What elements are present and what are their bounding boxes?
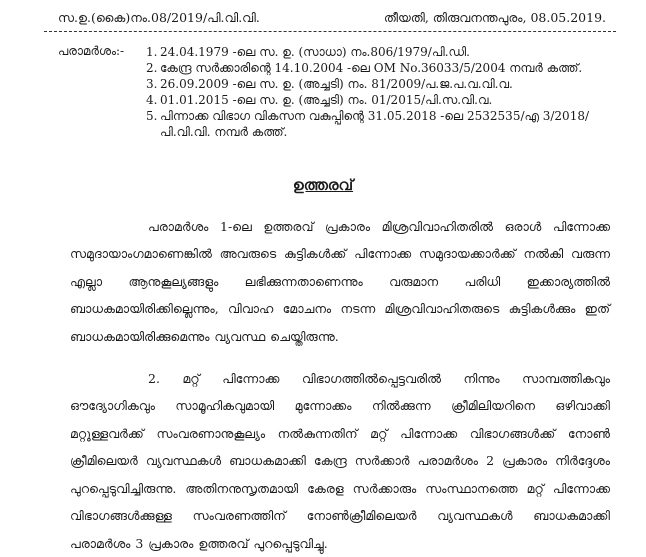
- order-date-place: തീയതി, തിരുവനന്തപുരം, 08.05.2019.: [384, 10, 606, 26]
- reference-number: 1.: [146, 44, 160, 60]
- order-title: ഉത്തരവ്: [0, 176, 646, 194]
- reference-text: കേന്ദ്ര സർക്കാരിന്റെ 14.10.2004 -ലെ OM No.36033/5/2004 നമ്പർ കത്ത്.: [160, 60, 606, 76]
- reference-text: പിന്നാക്ക വിഭാഗ വികസന വകുപ്പിന്റെ 31.05.2018 -ലെ 2532535/എ 3/2018/പി.വി.വി. നമ്പർ കത്ത്.: [160, 108, 606, 140]
- reference-number: 3.: [146, 76, 160, 92]
- order-number: സ.ഉ.(കൈ)നം.08/2019/പി.വി.വി.: [58, 10, 260, 26]
- order-header: [58, 10, 606, 26]
- references-list: [146, 44, 606, 140]
- reference-item: [146, 76, 606, 92]
- reference-number: 4.: [146, 92, 160, 108]
- reference-text: 26.09.2009 -ലെ സ. ഉ. (അച്ചടി) നം. 81/2009/പ.ജ.പ.വ.വി.വ.: [160, 76, 606, 92]
- references-label: പരാമർശം:-: [58, 44, 124, 59]
- reference-item: [146, 92, 606, 108]
- reference-item: [146, 60, 606, 76]
- reference-item: [146, 108, 606, 140]
- reference-item: [146, 44, 606, 60]
- body-paragraph-1: പരാമർശം 1-ലെ ഉത്തരവ് പ്രകാരം മിശ്രവിവാഹിതരിൽ ഒരാൾ പിന്നോക്ക സമുദായാംഗമാണെങ്കിൽ അവരുടെ കുട്ടികൾക്ക് പിന്നോക്ക സമുദായക്കാർക്ക് നൽകി വരുന്ന എല്ലാ ആനുകൂല്യങ്ങളും ലഭിക്കുന്നതാണെന്നും വരുമാന പരിധി ഇക്കാര്യത്തിൽ ബാധകമായിരിക്കില്ലെന്നും, വിവാഹ മോചനം നടന്ന മിശ്രവിവാഹിതരുടെ കുട്ടികൾക്കും ഇത് ബാധകമായിരിക്കുമെന്നും വ്യവസ്ഥ ചെയ്തിരുന്നു.: [70, 213, 610, 351]
- reference-text: 24.04.1979 -ലെ സ. ഉ. (സാധാ) നം.806/1979/പി.ഡി.: [160, 44, 606, 60]
- body-paragraph-2: 2. മറ്റ് പിന്നോക്ക വിഭാഗത്തിൽപ്പെട്ടവരിൽ നിന്നും സാമ്പത്തികവും ഔദ്യോഗികവും സാമൂഹികവുമായി മുന്നോക്കം നിൽക്കുന്ന ക്രീമിലിയറിനെ ഒഴിവാക്കി മറ്റുള്ളവർക്ക് സംവരണാനുകൂല്യം നൽകുന്നതിന് മറ്റ് പിന്നോക്ക വിഭാഗങ്ങൾക്ക് നോൺ ക്രീമിലെയർ വ്യവസ്ഥകൾ ബാധകമാക്കി കേന്ദ്ര സർക്കാർ പരാമർശം 2 പ്രകാരം നിർദ്ദേശം പുറപ്പെടുവിച്ചിരുന്നു. അതിനനുസൃതമായി കേരള സർക്കാരും സംസ്ഥാനത്തെ മറ്റ് പിന്നോക്ക വിഭാഗങ്ങൾക്കുള്ള സംവരണത്തിന് നോൺക്രീമിലെയർ വ്യവസ്ഥകൾ ബാധകമാക്കി പരാമർശം 3 പ്രകാരം ഉത്തരവ് പുറപ്പെടുവിച്ചു.: [70, 365, 610, 557]
- reference-number: 5.: [146, 108, 160, 140]
- reference-text: 01.01.2015 -ലെ സ. ഉ. (അച്ചടി) നം. 01/2015/പി.സ.വി.വ.: [160, 92, 606, 108]
- reference-number: 2.: [146, 60, 160, 76]
- header-divider: [44, 31, 616, 32]
